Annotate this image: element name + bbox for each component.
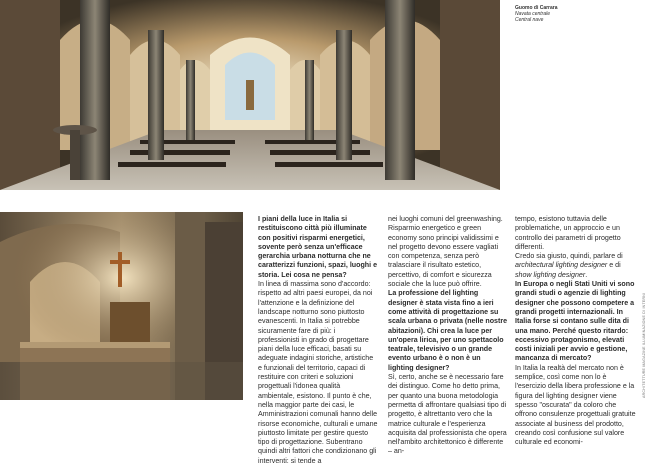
church-altar-photo (0, 212, 243, 400)
text-column-2 (388, 215, 508, 457)
term-architectural: architectural lighting designer (515, 261, 608, 270)
caption-line-en: Central nave (515, 17, 544, 24)
conjunction: e di (607, 261, 621, 270)
photo-caption (515, 5, 558, 24)
question-2: La professione del lighting designer è stata vista fino a ieri come attività di progettazione su scala urbana o privata (nelle nostre abitazioni). Chi crea la luce per un'opera lirica, per uno spettacolo teatrale, televisivo o un grande evento urbano è o non è un lighting designer? (388, 289, 508, 372)
side-running-text (642, 292, 648, 398)
question-1: I piani della luce in Italia si restituiscono città più illuminate con positivi risparmi energetici, sovente però senza un'efficace gerarchia urbana notturna che ne caratterizzi funzioni, spazi, luoghi e storia. Lei cosa ne pensa? (258, 215, 378, 279)
text-column-3 (515, 215, 637, 447)
caption-title: Guomo di Carrara (515, 5, 558, 11)
answer-3: In Italia la realtà del mercato non è semplice, così come non lo è l'esercizio della libera professione e la figura del lighting designer viene spesso "oscurata" da coloro che offrono consulenze progettuali gratuite associate al business del prodotto, creando così confusione sul valore culturale ed economi- (515, 363, 636, 447)
answer-1: In linea di massima sono d'accordo: rispetto ad altri paesi europei, da noi l'attenzione e la definizione del landscape notturno sono piuttosto evanescenti. In Italia si potrebbe sicuramente fare di più: i professionisti in grado di progettare piani della luce efficaci, basati su adeguate indagini storiche, artistiche e funzionali del territorio, capaci di restituire con criteri e soluzioni progettuali l'idonea qualità ambientale, esistono. Il punto è che, nella maggior parte dei casi, le Amministrazioni comunali hanno delle risorse economiche, culturali e umane piuttosto limitate per gestire questo tipo di progettazione. Subentrano quindi altri fattori che condizionano gli interventi: si tende a (258, 280, 378, 465)
conclusion-text: Credo sia giusto, quindi, parlare di (515, 252, 623, 261)
period: . (585, 270, 588, 279)
caption-line-it: Navata centrale (515, 11, 551, 18)
text-column-1 (258, 215, 378, 466)
term-show: show lighting designer (515, 270, 586, 279)
answer-2: Sì, certo, anche se è necessario fare dei distinguo. Come ho detto prima, per quanto una buona metodologia permetta di affrontare qualsiasi tipo di progetto, è altrettanto vero che la matrice culturale e l'esperienza acquisita dal professionista che opera nell'ambito architettonico è differente – an- (388, 373, 507, 456)
question-3: In Europa o negli Stati Uniti vi sono grandi studi o agenzie di lighting designer che possono competere a grandi progetti internazionali. In Italia forse si contano sulle dita di una mano. Perché questo ritardo: eccessivo protagonismo, elevati costi iniziali per avvio e gestione, mancanza di mercato? (515, 280, 635, 363)
answer-2-conclusion (515, 252, 637, 280)
church-nave-photo (0, 0, 500, 190)
answer-2-continued: tempo, esistono tuttavia delle problematiche, un approccio e un controllo dei parametri di progetto differenti. (515, 215, 621, 251)
answer-1-continued: nei luoghi comuni del greenwashing. Risparmio energetico e green economy sono principi validissimi e nel progetto devono essere vagliati con competenza, senza però tralasciare il risultato estetico, percettivo, di comfort e sicurezza sociale che la luce può offrire. (388, 215, 503, 289)
side-text: ARCHITETTURE MAGAZINE ILLUMINAZIONE DI INTERNI (642, 292, 646, 398)
